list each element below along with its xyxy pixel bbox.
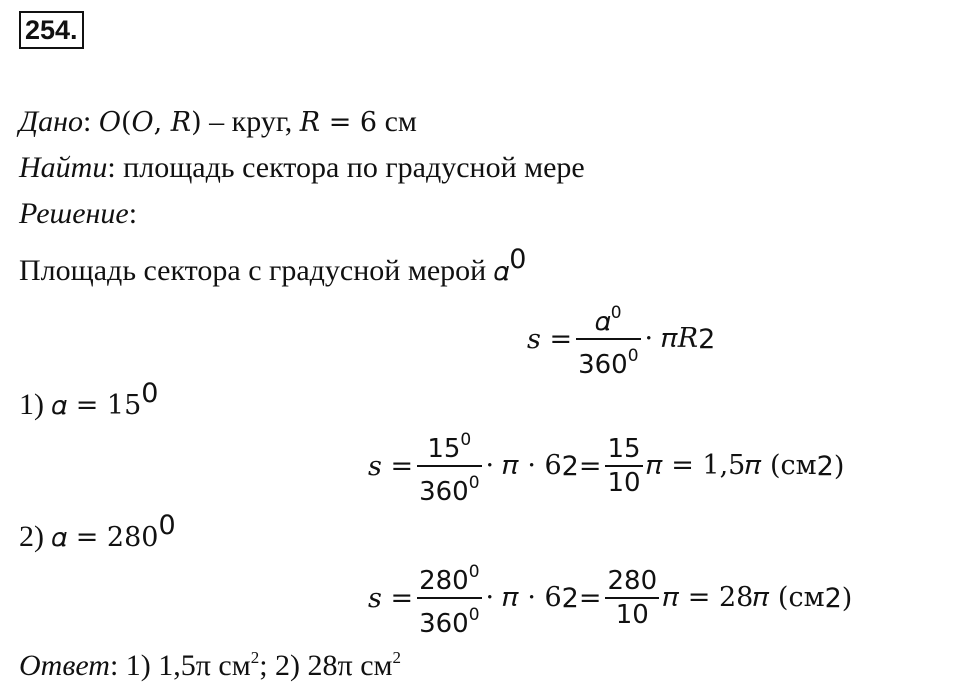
case2-equation: 𝑠 = $\frac{280^0}{360^0}$ · 𝜋 · 6 2 = $\frac{280}{10}$ 𝜋 = 28𝜋 (см 2 ) <box>368 556 852 640</box>
formula-fraction: $\frac{𝛼^0}{360^0}$ <box>578 303 639 380</box>
find-text: : площадь сектора по градусной мере <box>107 151 585 184</box>
case2-condition: 2) 𝛼 = 2800 <box>19 510 176 553</box>
given-label: Дано <box>19 105 83 138</box>
problem-number: 254. <box>19 11 84 49</box>
case2-fraction-2: $\frac{280}{10}$ <box>607 566 658 630</box>
find-label: Найти <box>19 151 108 184</box>
solution-line: Решение: <box>19 197 138 230</box>
case1-condition: 1) 𝛼 = 150 <box>19 378 159 421</box>
given-line: Дано: 𝑂(𝑂, 𝑅) – круг, 𝑅 = 6 см <box>19 105 417 138</box>
intro-line: Площадь сектора с градусной мерой 𝛼0 <box>19 244 527 287</box>
solution-label: Решение <box>19 197 129 230</box>
case2-fraction-1: $\frac{280^0}{360^0}$ <box>419 562 480 639</box>
given-circle: 𝑂(𝑂, 𝑅) <box>98 107 202 138</box>
case1-fraction-1: $\frac{15^0}{360^0}$ <box>419 430 480 507</box>
answer-label: Ответ <box>19 649 110 682</box>
find-line <box>19 150 585 186</box>
sector-area-formula: 𝑠 = $\frac{𝛼^0}{360^0}$ · 𝜋𝑅 2 <box>527 297 715 381</box>
answer-line: Ответ: 1) 1,5π $см^2$; 2) 28π $см^2$ <box>19 648 401 682</box>
case1-fraction-2: $\frac{15}{10}$ <box>607 434 641 498</box>
intro-text: Площадь сектора с градусной мерой <box>19 254 494 287</box>
case1-equation: 𝑠 = $\frac{15^0}{360^0}$ · 𝜋 · 6 2 = $\frac{15}{10}$ 𝜋 = 1,5𝜋 (см 2 ) <box>368 424 844 508</box>
given-radius: 𝑅 = 6 <box>299 107 378 138</box>
